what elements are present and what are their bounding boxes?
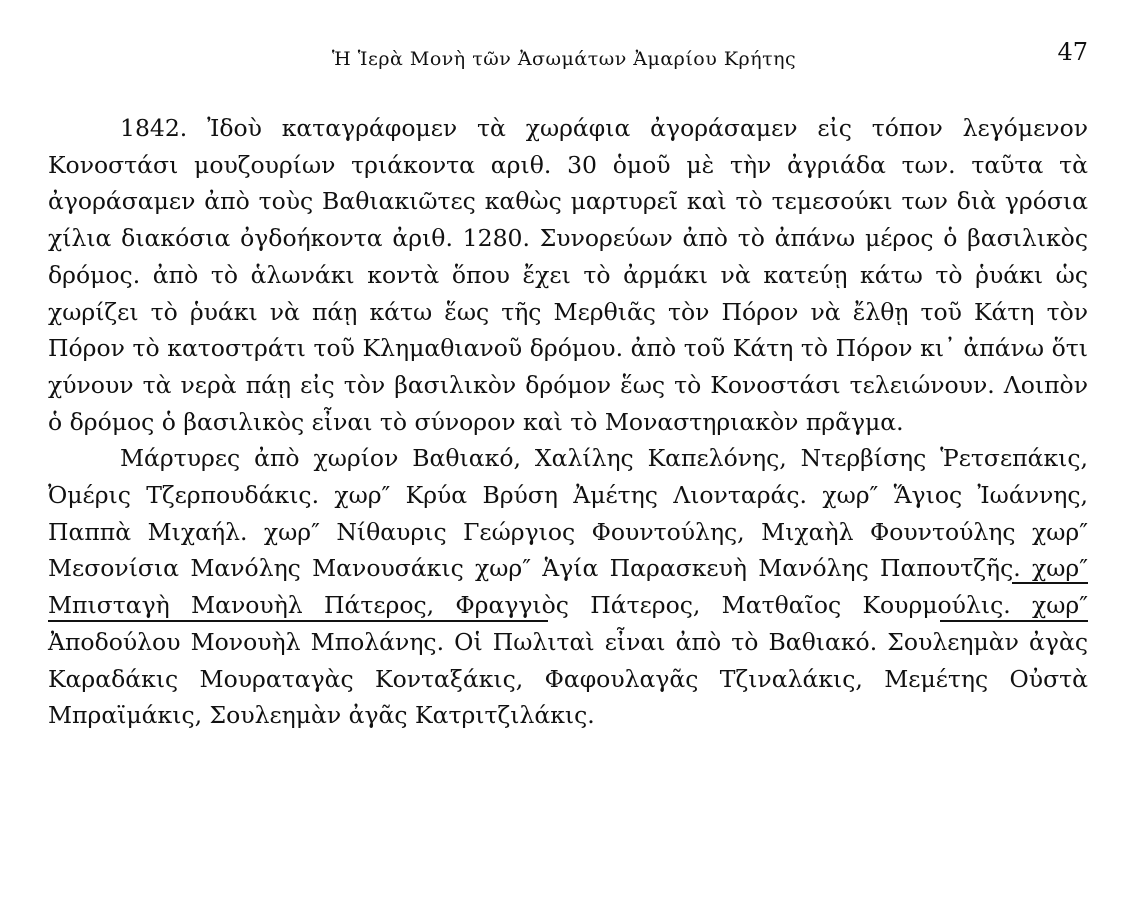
paragraph-land-purchase: 1842. Ἰδοὺ καταγράφομεν τὰ χωράφια ἀγοράσαμεν εἰς τόπον λεγόμενον Κονοστάσι μουζουρίων τριάκοντα αριθ. 30 ὁμοῦ μὲ τὴν ἀγριάδα των. ταῦτα τὰ ἀγοράσαμεν ἀπὸ τοὺς Βαθιακιῶτες καθὼς μαρτυρεῖ καὶ τὸ τεμεσούκι των διὰ γρόσια χίλια διακόσια ὀγδοήκοντα ἀριθ. 1280. Συνορεύων ἀπὸ τὸ ἀπάνω μέρος ὁ βασιλικὸς δρόμος. ἀπὸ τὸ ἁλωνάκι κοντὰ ὅπου ἔχει τὸ ἀρμάκι νὰ κατεύῃ κάτω τὸ ῥυάκι ὡς χωρίζει τὸ ῥυάκι νὰ πάῃ κάτω ἕως τῆς Μερθιᾶς τὸν Πόρον νὰ ἔλθῃ τοῦ Κάτη τὸν Πόρον τὸ κατοστράτι τοῦ Κλημαθιανοῦ δρόμου. ἀπὸ τοῦ Κάτη τὸ Πόρον κι᾽ ἀπάνω ὅτι χύνουν τὰ νερὰ πάῃ εἰς τὸν βασιλικὸν δρόμον ἕως τὸ Κονοστάσι τελειώνουν. Λοιπὸν ὁ δρόμος ὁ βασιλικὸς εἶναι τὸ σύνορον καὶ τὸ Μοναστηριακὸν πρᾶγμα. [48,114,1088,436]
main-text [48,110,1088,734]
paragraph-witnesses: Μάρτυρες ἀπὸ χωρίον Βαθιακό, Χαλίλης Καπελόνης, Ντερβίσης Ῥετσεπάκις, Ὀμέρις Τζερπουδάκις. χωρ″ Κρύα Βρύση Ἀμέτης Λιονταράς. χωρ″ Ἅγιος Ἰωάννης, Παππὰ Μιχαήλ. χωρ″ Νίθαυρις Γεώργιος Φουντούλης, Μιχαὴλ Φουντούλης χωρ″ Μεσονίσια Μανόλης Μανουσάκις χωρ″ Ἁγία Παρασκευὴ Μανόλης Παπουτζῆς. χωρ″ Μπισταγὴ Μανουὴλ Πάτερος, Φραγγιὸς Πάτερος, Ματθαῖος Κουρμούλις. χωρ″ Ἀποδούλου Μονουὴλ Μπολάνης. Οἱ Πωλιταὶ εἶναι ἀπὸ τὸ Βαθιακό. Σουλεημὰν ἀγὰς Καραδάκις Μουραταγὰς Κονταξάκις, Φαφουλαγᾶς Τζιναλάκις, Μεμέτης Οὐστὰ Μπραϊμάκις, Σουλεημὰν ἀγᾶς Κατριτζιλάκις. [48,444,1088,730]
handwritten-underline-mark [48,620,548,622]
page-number: 47 [1057,38,1088,66]
handwritten-underline-mark [1012,582,1088,584]
handwritten-underline-mark [940,620,1088,622]
running-title: Ἡ Ἱερὰ Μονὴ τῶν Ἀσωμάτων Ἀμαρίου Κρήτης [331,48,797,70]
